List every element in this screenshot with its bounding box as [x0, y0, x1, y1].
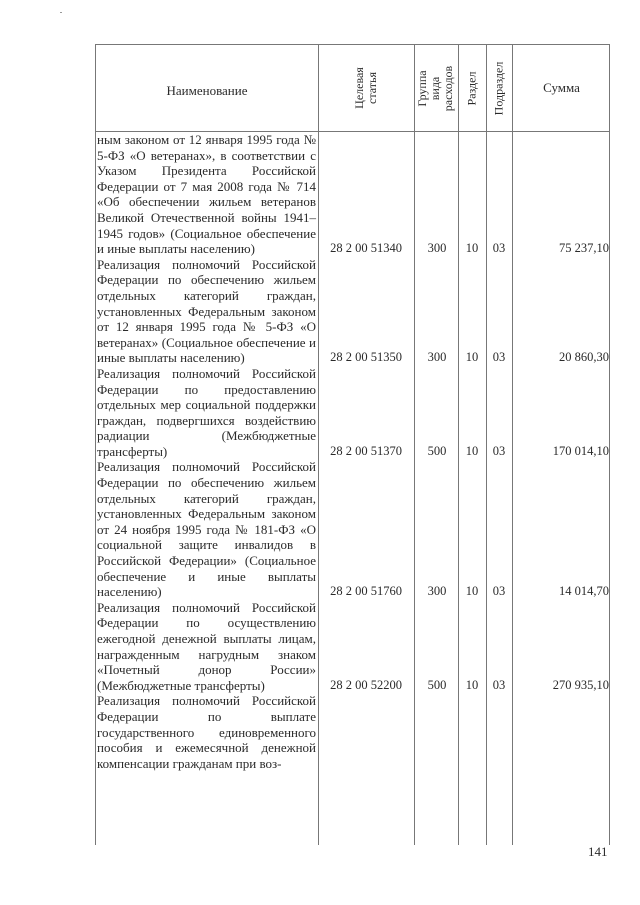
header-section: Раздел: [464, 71, 479, 105]
header-subsection: Подраздел: [491, 61, 506, 115]
header-article-cell: [318, 45, 414, 131]
header-sum: Сумма: [543, 80, 580, 95]
row-section: 10: [465, 443, 479, 458]
header-article: Целевая статья: [352, 67, 379, 109]
page-number: 141: [588, 844, 608, 859]
table-row: [96, 600, 611, 694]
row-sum: 20 860,30: [559, 350, 609, 365]
row-section: 10: [465, 584, 479, 599]
row-sum: 75 237,10: [559, 241, 609, 256]
row-name: Реализация полномочий Российской Федерации по предоставлению отдельных мер социальной поддержки граждан, подвергшихся воздействию радиации (Межбюджетные трансферты): [97, 365, 316, 459]
table-body: [96, 132, 611, 771]
table-row: [96, 132, 611, 257]
row-subsection: 03: [492, 350, 506, 365]
table-row: [96, 459, 611, 599]
scan-mark: [60, 12, 62, 13]
header-group: Группа вида расходов: [415, 65, 456, 111]
row-article: 28 2 00 51340: [330, 241, 402, 256]
header-subsection-cell: [486, 45, 512, 131]
row-group: 300: [427, 241, 447, 256]
row-section: 10: [465, 677, 479, 692]
row-group: 300: [427, 350, 447, 365]
row-article: 28 2 00 51370: [330, 443, 402, 458]
row-subsection: 03: [492, 584, 506, 599]
row-group: 300: [427, 584, 447, 599]
budget-table: [95, 44, 610, 845]
header-name: Наименование: [166, 83, 248, 98]
row-section: 10: [465, 241, 479, 256]
row-article: 28 2 00 51350: [330, 350, 402, 365]
row-sum: 270 935,10: [552, 677, 609, 692]
table-row: [96, 693, 611, 771]
row-section: 10: [465, 350, 479, 365]
row-name: Реализация полномочий Российской Федерации по выплате государственного единовременного пособия и ежемесячной денежной компенсации гражданам при воз-: [97, 693, 316, 771]
table-row: [96, 257, 611, 366]
row-name: Реализация полномочий Российской Федерации по обеспечению жильем отдельных категорий граждан, установленных Федеральным законом от 12 января 1995 года № 5-ФЗ «О ветеранах» (Социальное обеспечение и иные выплаты населению): [97, 256, 316, 366]
header-section-cell: [458, 45, 486, 131]
row-group: 500: [427, 443, 447, 458]
row-subsection: 03: [492, 241, 506, 256]
header-group-cell: [414, 45, 458, 131]
row-article: 28 2 00 51760: [330, 584, 402, 599]
row-group: 500: [427, 677, 447, 692]
row-name: Реализация полномочий Российской Федерации по обеспечению жильем отдельных категорий граждан, установленных Федеральным законом от 24 ноября 1995 года № 181-ФЗ «О социальной защите инвалидов в Российской Федерации» (Социальное обеспечение и иные выплаты населению): [97, 459, 316, 600]
row-subsection: 03: [492, 677, 506, 692]
row-sum: 170 014,10: [552, 443, 609, 458]
row-name: ным законом от 12 января 1995 года № 5-ФЗ «О ветеранах», в соответствии с Указом Президента Российской Федерации от 7 мая 2008 года № 714 «Об обеспечении жильем ветеранов Великой Отечественной войны 1941–1945 годов» (Социальное обеспечение и иные выплаты населению): [97, 132, 316, 257]
table-row: [96, 366, 611, 460]
row-subsection: 03: [492, 443, 506, 458]
row-name: Реализация полномочий Российской Федерации по осуществлению ежегодной денежной выплаты лицам, награжденным нагрудным знаком «Почетный донор России» (Межбюджетные трансферты): [97, 599, 316, 693]
row-sum: 14 014,70: [559, 584, 609, 599]
row-article: 28 2 00 52200: [330, 677, 402, 692]
